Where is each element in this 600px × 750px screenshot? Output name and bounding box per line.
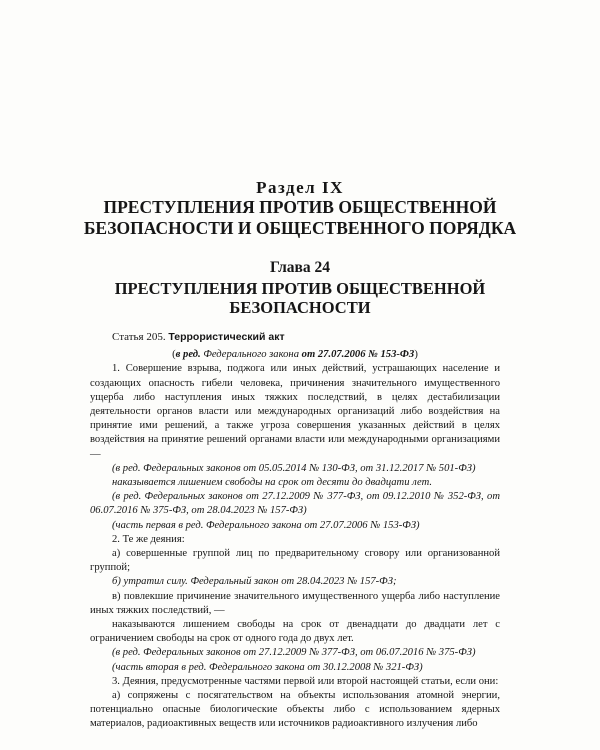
paragraph-2a: а) совершенные группой лиц по предварительному сговору или организованной группой;	[90, 548, 500, 574]
article-edition-pre: в ред.	[175, 349, 204, 361]
section-title	[0, 197, 600, 239]
paragraph-1-punishment: наказывается лишением свободы на срок от десяти до двадцати лет.	[112, 477, 433, 489]
paragraph-2-edition: (в ред. Федеральных законов от 27.12.2009 № 377-ФЗ, от 06.07.2016 № 375-ФЗ)	[112, 647, 476, 659]
article-edition-note: (в ред. Федерального закона от 27.07.2006 № 153-ФЗ)	[172, 349, 418, 361]
paragraph-3a: а) сопряжены с посягательством на объекты использования атомной энергии, потенциально опасные биологические объекты либо с использованием ядерных материалов, радиоактивных веществ или источников радиоактивного излучения либо	[90, 690, 500, 730]
paragraph-1-edition-2: (в ред. Федеральных законов от 27.12.2009 № 377-ФЗ, от 09.12.2010 № 352-ФЗ, от 06.07.2016 № 375-ФЗ, от 28.04.2023 № 157-ФЗ)	[90, 491, 500, 517]
paragraph-3: 3. Деяния, предусмотренные частями первой или второй настоящей статьи, если они:	[112, 675, 499, 687]
paragraph-1-edition-3: (часть первая в ред. Федерального закона от 27.07.2006 № 153-ФЗ)	[112, 519, 420, 531]
paragraph-2: 2. Те же деяния:	[112, 533, 185, 545]
chapter-title-line-1: ПРЕСТУПЛЕНИЯ ПРОТИВ ОБЩЕСТВЕННОЙ	[114, 279, 486, 298]
section-label: Раздел IX	[256, 178, 344, 197]
paragraph-1: 1. Совершение взрыва, поджога или иных действий, устрашающих население и создающих опасность гибели человека, причинения значительного имущественного ущерба либо наступления иных тяжких последствий, в целях дестабилизации деятельности органов власти или международных организаций либо воздействия на принятие ими решений, а также угроза совершения указанных действий в целях воздействия на принятие решений органами власти или международными организациями —	[90, 363, 500, 460]
chapter-title-line-2: БЕЗОПАСНОСТИ	[229, 298, 371, 317]
article-edition-law: Федерального закона	[203, 349, 299, 361]
article-heading	[90, 330, 500, 344]
paragraph-2-edition-2: (часть вторая в ред. Федерального закона от 30.12.2008 № 321-ФЗ)	[112, 661, 423, 673]
article-name: Террористический акт	[168, 331, 285, 343]
paragraph-2-punishment: наказываются лишением свободы на срок от двенадцати до двадцати лет с ограничением свободы на срок от одного года до двух лет.	[90, 619, 500, 645]
article-number: Статья 205.	[112, 331, 166, 343]
paragraph-2c: в) повлекшие причинение значительного имущественного ущерба либо наступление иных тяжких последствий, —	[90, 590, 500, 616]
chapter-label: Глава 24	[269, 259, 331, 276]
section-title-line-2: БЕЗОПАСНОСТИ И ОБЩЕСТВЕННОГО ПОРЯДКА	[83, 218, 517, 238]
paragraph-2b: б) утратил силу. Федеральный закон от 28.04.2023 № 157-ФЗ;	[112, 576, 397, 588]
section-title-line-1: ПРЕСТУПЛЕНИЯ ПРОТИВ ОБЩЕСТВЕННОЙ	[103, 197, 497, 217]
paragraph-1-edition: (в ред. Федеральных законов от 05.05.2014 № 130-ФЗ, от 31.12.2017 № 501-ФЗ)	[112, 462, 476, 474]
chapter-title	[0, 279, 600, 317]
article-body	[90, 330, 500, 732]
article-edition-date: от 27.07.2006 № 153-ФЗ	[299, 349, 415, 361]
